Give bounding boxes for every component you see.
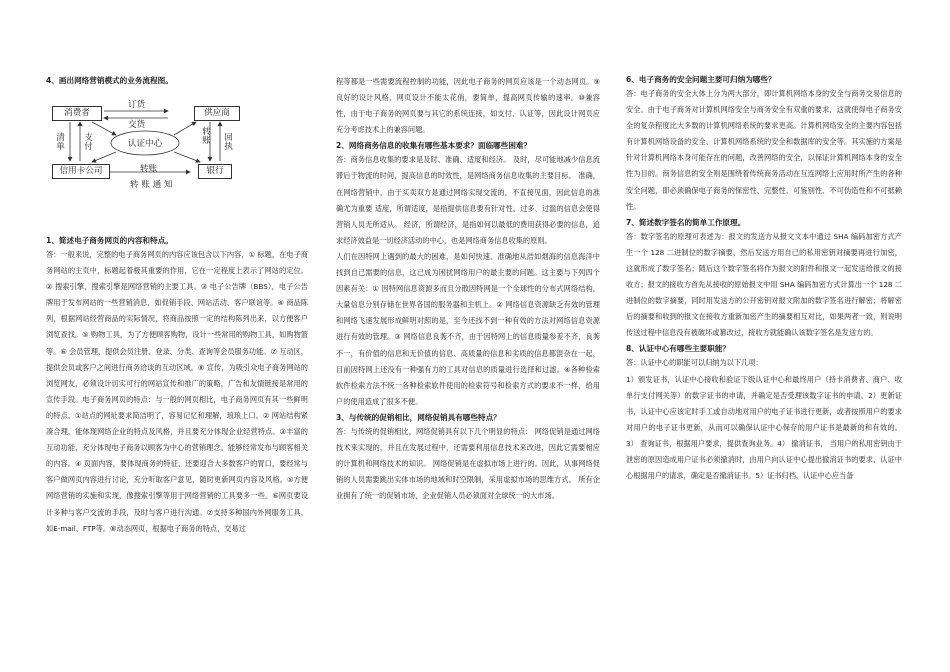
transfer-bottom-label: 转账	[140, 164, 158, 174]
center-label: 认证中心	[127, 139, 163, 149]
q2-body-difficulties: 人们在因特网上遇到的最大的困难，是如何快速、准确地从浩如烟海的信息海洋中找到自己需要的信息，这已成为困扰网络用户的最主要的问题。这主要与下列四个因素有关：① 因特网信息资源多而且分散因特网是一个全球性的分布式网络结构，大量信息分别存储在世界各国的服务器和主机上。② 网络信息资源缺乏有效的管理和网络飞速发展形成鲜明对照的是，至今还找不到一种有效的方法对网络信息资源进行有效的管理。③ 网络信息良莠不齐，由于因特网上的信息质量参差不齐，良莠不一，有价值的信息和无价值的信息、高质量的信息和劣质的信息都混杂在一起，目前因特网上还没有一种强有力的工具对信息的质量进行选择和过滤。④各种检索软件检索方法不统一各种检索软件使用的检索符号和检索方式的要求不一样，给用户的使用造成了很多不便。	[336, 251, 600, 406]
q1-body-continued: 程等都是一些需要流程控制的功能，因此电子商务的网页应该是一个动态网页。⑨良好的设计风格，网页设计不能太花俏，要简单，提高网页传输的速率。⑩兼容性，由于电子商务的网页要与其它的系统连接，如支付、认证等，因此设计网页应充分考虑技术上的兼容问题。	[336, 77, 600, 135]
settle-label: 清单	[56, 133, 65, 152]
q3-body: 答：与传统的促销相比，网络促销具有以下几个明显的特点： 网络促销是通过网络技术来实现的，并且在发展过程中，还需要利用信息技术来改进，因此它需要相应的计算机和网络技术的知识。 网络促销是在虚拟市场上进行的。因此，从事网络促销的人员需要跳出实体市场的地域和时空限制，采用虚拟市场的思维方式。 所有企业拥有了统一的促销市场，企业促销人员必须面对全球统一的大市场。	[336, 426, 600, 501]
notice-label: 转 账 通 知	[130, 180, 173, 190]
q8-body: 答：认证中心的职能可以归纳为以下几项：	[626, 358, 763, 368]
column-left-text	[46, 235, 308, 537]
q6-heading: 6、电子商务的安全问题主要可归纳为哪些？	[626, 75, 776, 84]
column-right	[626, 74, 902, 484]
transfer-top-label: 转账	[202, 127, 211, 146]
q2-body-requirements: 答：商务信息收集的要求是及时、准确、适度和经济。 及时，尽可能地减少信息流滞后于物流的时间，提高信息的时效性，是网络商务信息收集的主要目标。 准确，在网络营销中，由于买卖双方是通过网络实现交流的，不直接见面，因此信息的准确尤为重要 适度，所谓适度，是指提供信息要有针对性、过多、过滥的信息会使得营销人员无所适从。 经济，所谓经济，是指如何以最低的费用获得必要的信息，追求经济效益是一切经济活动的中心，也是网络商务信息收集的原则。	[336, 155, 600, 245]
q1-body: 答：一般来说，完整的电子商务网页的内容应该包含以下内容，① 标题，在电子商务网站的主页中，标题起着极其重要的作用，它在一定程度上表示了网站的定位。② 搜索引擎，搜索引擎是网络营销的主要工具。③ 电子公告牌（BBS），电子公告牌用于发布网站的一些营销消息，如促销手段、网站活动、客户联谊等。④ 商品陈列，根据网站经营商品的实际情况，将商品按照一定的结构陈列出来，以方便客户浏览查找。⑤ 购物工具，为了方便顾客购物，设计一些常用的购物工具，如购物篮等。⑥ 会员管理，提供会员注册、登录、分类、查询等会员服务功能。⑦ 互动区，提供会员或客户之间进行商务洽谈的互动区域。⑧ 宣传，为吸引众电子商务网站的浏览网友，必须设计切实可行的网站宣传和推广的策略，广告和友情链接是常用的宣传手段。电子商务网页的特点：与一般的网页相比，电子商务网页有其一些鲜明的特点。①站点的网址要求简洁明了，容易记忆和理解，琅琅上口。② 网站结构紧凑合理，能体现网络企业的特点及风格，并且要充分体现企业经营特点。③丰富的互动功能，充分体现电子商务以顾客为中心的营销理念。能够经常发布与顾客相关的内容。④ 页面内容，要体现商务的特征，还要迎合大多数客户的胃口，要经常与客户做网页内容进行讨论，充分听取客户意见，随时更新网页内容及风格。⑤方便网络营销的实施和实现，像搜索引擎等用于网络营销的工具要多一些。⑥网页要设计多种与客户交流的手段，及时与客户进行沟通。⑦支持多种国内外网服务工具，如E-mail、FTP等。⑧动态网页，根据电子商务的特点，交易过	[46, 250, 308, 533]
q8-items: 1）颁发证书，认证中心接收和验证下级认证中心和最终用户（持卡消费者、商户、收单行支付网关等）的数字证书的申请，并确定是否受理该数字证书的申请。2）更新证书，认证中心应该定时手工或自动地对用户的电子证书进行更新，或者按照用户的要求对用户的电子证书更新，从而可以确保认证中心保存的用户证书是最新的和有效的。3） 查询证书，根据用户要求，提供查询业务。4） 撤消证书， 当用户的私用密钥由于泄密的原因造成用户证书必须撤消时，由用户向认证中心提出撤消证书的要求，认证中心根据用户的请求，确定是否撤消证书。5）证书归档，认证中心应当备	[626, 374, 902, 481]
order-label: 订货	[128, 100, 146, 110]
column-middle	[336, 74, 600, 504]
consumer-box: 消费者	[52, 106, 102, 121]
pay-label: 支付	[84, 133, 93, 152]
receipt-label: 回执	[224, 133, 233, 152]
bank-box: 银行	[198, 164, 232, 179]
q3-heading: 3、与传统的促销相比，网络促销具有哪些特点？	[336, 412, 501, 422]
flow-diagram	[50, 98, 250, 208]
q1-heading: 1、简述电子商务网页的内容和特点。	[46, 236, 173, 245]
supplier-box: 供应商	[194, 106, 240, 121]
q2-heading: 2、网络商务信息的收集有哪些基本要求？面临哪些困难？	[336, 141, 532, 151]
q8-heading: 8、认证中心有哪些主要职能？	[626, 344, 731, 354]
q6-body: 答：电子商务的安全大体上分为两大部分，即计算机网络本身的安全与商务交易信息的安全。由于电子商务对计算机网络安全与商务安全有双重的要求，这就使得电子商务安全的复杂程度比大多数的计算机网络系统的要求更高。计算机网络安全的主要内容包括有计算机网络设备的安全、计算机网络系统的安全和数据库的安全等。其实施的方案是针对计算机网络本身可能存在的问题，改善网络的安全，以保证计算机网络本身的安全性为目的。商务信息的安全则是围绕着传统商务活动在互连网络上应用时所产生的各种安全问题，即必须确保电子商务的保密性、完整性、可鉴别性、不可伪造性和不可抵赖性。	[626, 89, 902, 211]
q7-body: 答：数字签名的原理可表述为：报文的发送方从报文文本中通过 SHA 编码加密方式产生一个 128 二进制位的数字摘要，然后发送方用自己的私用密钥对摘要再进行加密，这就形成了数字签名；随后这个数字签名将作为报文的附件和报文一起发送给报文的接收方；报文的接收方首先从接收的原始报文中用 SHA 编码加密方式计算出一个 128 二进制位的数字摘要，同时用发送方的公开密钥对报文附加的数字签名进行解密；将解密后的摘要和收到的报文在接收方重新加密产生的摘要相互对比，如果两者一致，则说明传送过程中信息没有被破坏或篡改过，接收方就能确认该数字签名是发送方的。	[626, 231, 902, 338]
q4-heading: 4、画出网络营销模式的业务流程图。	[46, 76, 173, 85]
credit-card-company-box: 信用卡公司	[52, 164, 110, 179]
q7-heading: 7、简述数字签名的简单工作原理。	[626, 217, 746, 227]
deal-label: 交货	[128, 120, 146, 130]
